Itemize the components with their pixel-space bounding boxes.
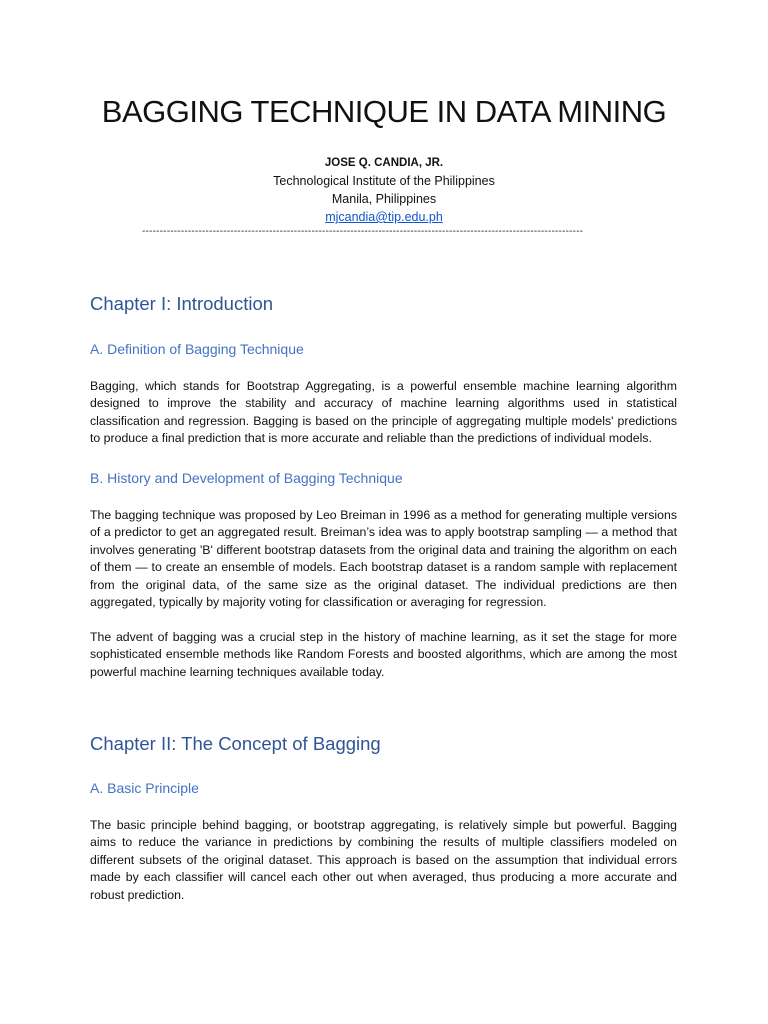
section-1a-paragraph: Bagging, which stands for Bootstrap Aggregating, is a powerful ensemble machine learning algorithm designed to improve the stability and accuracy of machine learning algorithms used in statistical classification and regression. Bagging is based on the principle of aggregating multiple models' predictions to produce a final prediction that is more accurate and reliable than the predictions of individual models.: [90, 379, 677, 446]
author-institution: Technological Institute of the Philippines: [273, 174, 495, 188]
chapter-1-heading: Chapter I: Introduction: [90, 293, 274, 314]
chapter-2-heading: Chapter II: The Concept of Bagging: [90, 733, 381, 754]
separator-line: -----------------------------------------------------------------------------------------------------------------------------: [142, 226, 584, 237]
author-location: Manila, Philippines: [331, 192, 437, 206]
section-2a-heading: A. Basic Principle: [90, 780, 199, 796]
section-2a-paragraph: The basic principle behind bagging, or bootstrap aggregating, is relatively simple but powerful. Bagging aims to reduce the variance in predictions by combining the results of multiple classifiers modeled on different subsets of the original dataset. This approach is based on the assumption that individual errors made by each classifier will cancel each other out when averaged, thus producing a more accurate and robust prediction.: [90, 818, 677, 902]
author-name: JOSE Q. CANDIA, JR.: [324, 157, 444, 169]
section-1b-paragraph-2: The advent of bagging was a crucial step in the history of machine learning, as it set the stage for more sophisticated ensemble methods like Random Forests and boosted algorithms, which are among the most powerful machine learning techniques available today.: [90, 630, 677, 679]
author-email-link[interactable]: mjcandia@tip.edu.ph: [325, 210, 443, 224]
author-block: [0, 154, 768, 226]
section-1b-heading: B. History and Development of Bagging Technique: [90, 470, 403, 486]
document-title: BAGGING TECHNIQUE IN DATA MINING: [101, 94, 667, 129]
section-1b-paragraph-1: The bagging technique was proposed by Leo Breiman in 1996 as a method for generating multiple versions of a predictor to get an aggregated result. Breiman’s idea was to apply bootstrap sampling — a method that involves generating 'B' different bootstrap datasets from the original data and training the algorithm on each of them — to create an ensemble of models. Each bootstrap dataset is a random sample with replacement from the original data, of the same size as the original dataset. The individual predictions are then aggregated, typically by majority voting for classification or averaging for regression.: [90, 508, 677, 610]
section-1a-heading: A. Definition of Bagging Technique: [90, 341, 304, 357]
